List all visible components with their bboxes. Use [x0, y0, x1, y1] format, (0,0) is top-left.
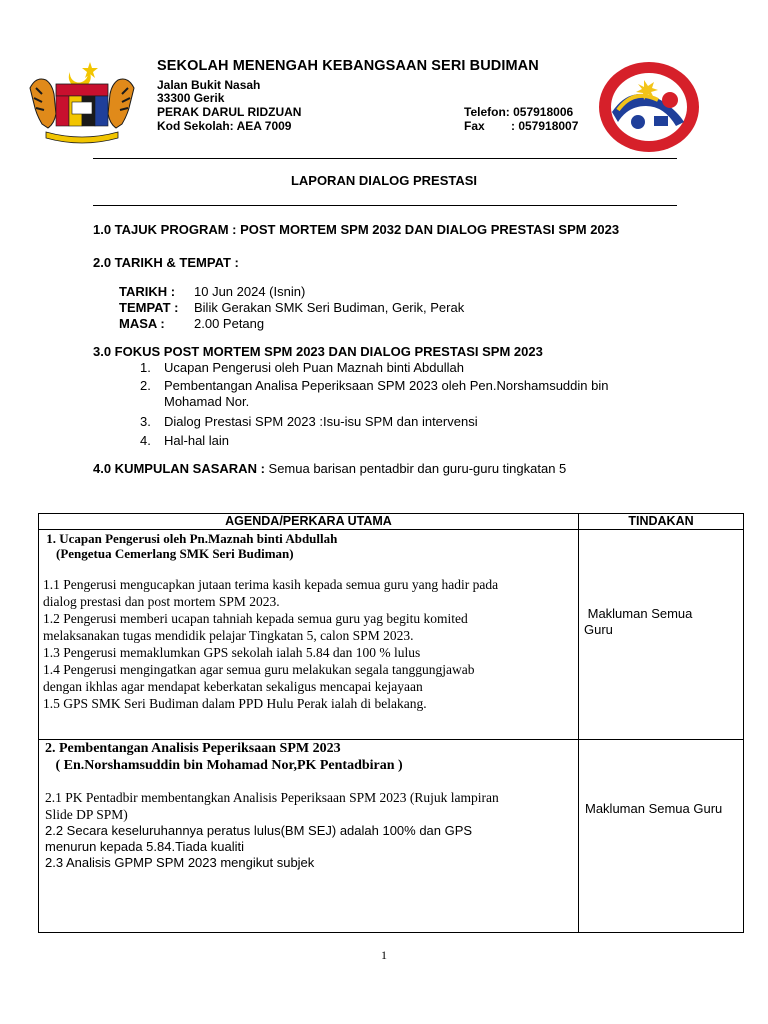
- agenda-title: 1. Ucapan Pengerusi oleh Pn.Maznah binti Abdullah: [43, 531, 338, 546]
- section-4-heading: 4.0 KUMPULAN SASARAN :: [93, 461, 265, 476]
- list-item: [140, 433, 660, 449]
- agenda-line: Slide DP SPM): [45, 806, 128, 822]
- agenda-line: dengan ikhlas agar mendapat keberkatan sekaligus mencapai kejayaan: [43, 679, 423, 694]
- list-item-text: Dialog Prestasi SPM 2023 :Isu-isu SPM dan intervensi: [164, 414, 478, 429]
- section-4-value: Semua barisan pentadbir dan guru-guru tingkatan 5: [264, 461, 567, 476]
- agenda-line: 1.5 GPS SMK Seri Budiman dalam PPD Hulu Perak ialah di belakang.: [43, 696, 427, 711]
- agenda-subtitle: (Pengetua Cemerlang SMK Seri Budiman): [43, 546, 294, 561]
- tarikh-row: [119, 284, 305, 300]
- agenda-line: 1.2 Pengerusi memberi ucapan tahniah kepada semua guru yag begitu komited: [43, 611, 468, 626]
- agenda-line: 2.1 PK Pentadbir membentangkan Analisis Peperiksaan SPM 2023 (Rujuk lampiran: [45, 790, 499, 805]
- section-4: [93, 461, 566, 476]
- page-number: 1: [381, 948, 387, 962]
- tempat-value: Bilik Gerakan SMK Seri Budiman, Gerik, Perak: [194, 300, 465, 315]
- masa-row: [119, 316, 264, 332]
- section-2-heading: 2.0 TARIKH & TEMPAT :: [93, 255, 239, 270]
- tempat-row: [119, 300, 464, 316]
- fax-number: : 057918007: [511, 119, 579, 133]
- masa-value: 2.00 Petang: [194, 316, 265, 331]
- agenda-line: 1.4 Pengerusi mengingatkan agar semua guru melakukan segala tanggungjawab: [43, 662, 475, 677]
- tempat-label: TEMPAT :: [119, 300, 179, 315]
- action-cell: [579, 740, 744, 933]
- agenda-title: 2. Pembentangan Analisis Peperiksaan SPM 2023: [45, 741, 341, 756]
- action-text: Makluman Semua Guru: [585, 801, 723, 816]
- address-line-3: PERAK DARUL RIDZUAN: [157, 105, 302, 119]
- list-item-text: Pembentangan Analisa Peperiksaan SPM 2023 oleh Pen.Norshamsuddin bin: [164, 378, 609, 393]
- report-title: LAPORAN DIALOG PRESTASI: [290, 173, 478, 188]
- agenda-line: 1.3 Pengerusi memaklumkan GPS sekolah ialah 5.84 dan 100 % lulus: [43, 645, 421, 660]
- list-item-text: Hal-hal lain: [164, 433, 230, 448]
- table-row: [39, 740, 744, 933]
- list-item: [140, 414, 660, 430]
- tarikh-value: 10 Jun 2024 (Isnin): [194, 284, 306, 299]
- section-1-heading: 1.0 TAJUK PROGRAM : POST MORTEM SPM 2032 DAN DIALOG PRESTASI SPM 2023: [93, 222, 620, 237]
- title-divider: [93, 205, 677, 206]
- tarikh-label: TARIKH :: [119, 284, 176, 299]
- section-3-heading: 3.0 FOKUS POST MORTEM SPM 2023 DAN DIALOG PRESTASI SPM 2023: [93, 344, 543, 359]
- agenda-line: melaksanakan tugas mendidik pelajar Tingkatan 5, calon SPM 2023.: [43, 628, 414, 643]
- list-item: [140, 378, 660, 410]
- table-row: [39, 530, 744, 740]
- focus-list: [140, 360, 660, 449]
- agenda-line: 2.2 Secara keseluruhannya peratus lulus(BM SEJ) adalah 100% dan GPS: [45, 823, 473, 838]
- agenda-cell: [39, 740, 579, 933]
- list-item-number: 4.: [140, 433, 151, 448]
- agenda-subtitle: ( En.Norshamsuddin bin Mohamad Nor,PK Pentadbiran ): [45, 758, 403, 773]
- school-name: SEKOLAH MENENGAH KEBANGSAAN SERI BUDIMAN: [157, 58, 539, 74]
- column-header-tindakan: TINDAKAN: [579, 514, 744, 530]
- phone-number: Telefon: 057918006: [464, 105, 574, 119]
- action-cell: [579, 530, 744, 740]
- header-divider: [93, 158, 677, 159]
- list-item: [140, 360, 660, 376]
- agenda-line: 1.1 Pengerusi mengucapkan jutaan terima kasih kepada semua guru yang hadir pada: [43, 577, 499, 592]
- agenda-line: dialog prestasi dan post mortem SPM 2023.: [43, 594, 280, 609]
- list-item-number: 2.: [140, 378, 151, 393]
- list-item-number: 1.: [140, 360, 151, 375]
- fax-label: Fax: [464, 119, 485, 133]
- list-item-number: 3.: [140, 414, 151, 429]
- column-header-agenda: AGENDA/PERKARA UTAMA: [39, 514, 579, 530]
- agenda-cell: [39, 530, 579, 740]
- table-header-row: [39, 514, 744, 530]
- agenda-line: 2.3 Analisis GPMP SPM 2023 mengikut subjek: [45, 855, 315, 870]
- action-text-continued: Guru: [584, 622, 613, 637]
- agenda-line: menurun kepada 5.84.Tiada kualiti: [45, 839, 244, 854]
- school-code: Kod Sekolah: AEA 7009: [157, 119, 292, 133]
- agenda-table: [38, 513, 744, 933]
- list-item-text: Ucapan Pengerusi oleh Puan Maznah binti Abdullah: [164, 360, 464, 375]
- address-line-2: 33300 Gerik: [157, 91, 225, 105]
- list-item-text-continued: Mohamad Nor.: [164, 394, 250, 409]
- school-logo-icon: [596, 60, 702, 154]
- masa-label: MASA :: [119, 316, 165, 331]
- address-line-1: Jalan Bukit Nasah: [157, 78, 261, 92]
- malaysia-coat-of-arms-icon: [22, 58, 142, 148]
- action-text: Makluman Semua: [584, 606, 693, 621]
